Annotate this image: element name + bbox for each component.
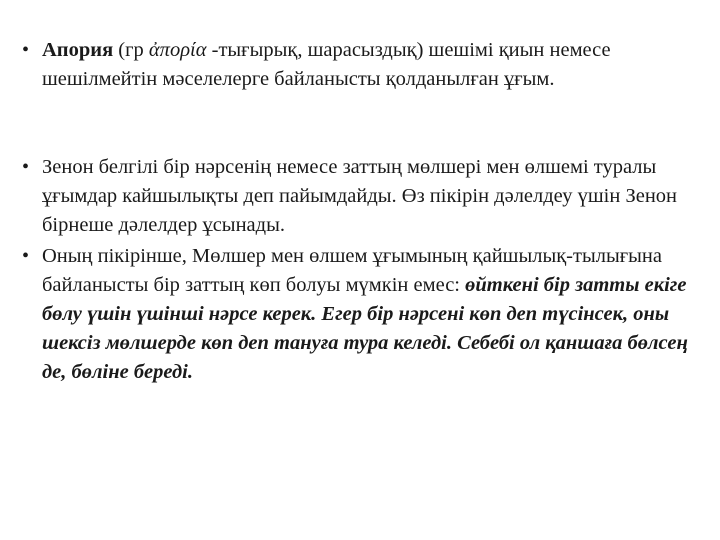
bullet-list-zeno: [22, 153, 694, 387]
bullet-item-zeno-argument: [22, 242, 694, 387]
zeno-argument-text: Оның пікірінше, Мөлшер мен өлшем ұғымының қайшылық-тылығына байланысты бір заттың көп болуы мүмкін емес:: [42, 245, 662, 296]
definition-text: -тығырық, шарасыздық) шешімі қиын немесе шешілмейтін мәселелерге байланысты қолданылған ұғым.: [42, 39, 611, 90]
zeno-claim-text: Зенон белгілі бір нәрсенің немесе заттың мөлшері мен өлшемі туралы ұғымдар кайшылықты деп пайымдайды. Өз пікірін дәлелдеу үшін Зенон бірнеше дәлелдер ұсынады.: [42, 156, 678, 236]
definition-open: (гр: [113, 39, 149, 61]
zeno-argument-emphasis: өйткені бір затты екіге бөлу үшін үшінші нәрсе керек. Егер бір нәрсені көп деп түсінсек, оны шексіз мөлшерде көп деп тануға тура келеді. Себебі ол қаншаға бөлсең де, бөліне береді.: [42, 274, 688, 383]
bullet-item-aporia: [22, 36, 694, 94]
greek-term: ἀπορία: [148, 39, 207, 61]
bullet-list-definition: [22, 36, 694, 94]
bullet-point-icon: •: [22, 39, 30, 61]
term-aporia: Апория: [42, 39, 114, 61]
bullet-point-icon: •: [22, 156, 30, 178]
bullet-point-icon: •: [22, 245, 30, 267]
bullet-item-zeno-claim: [22, 153, 694, 240]
